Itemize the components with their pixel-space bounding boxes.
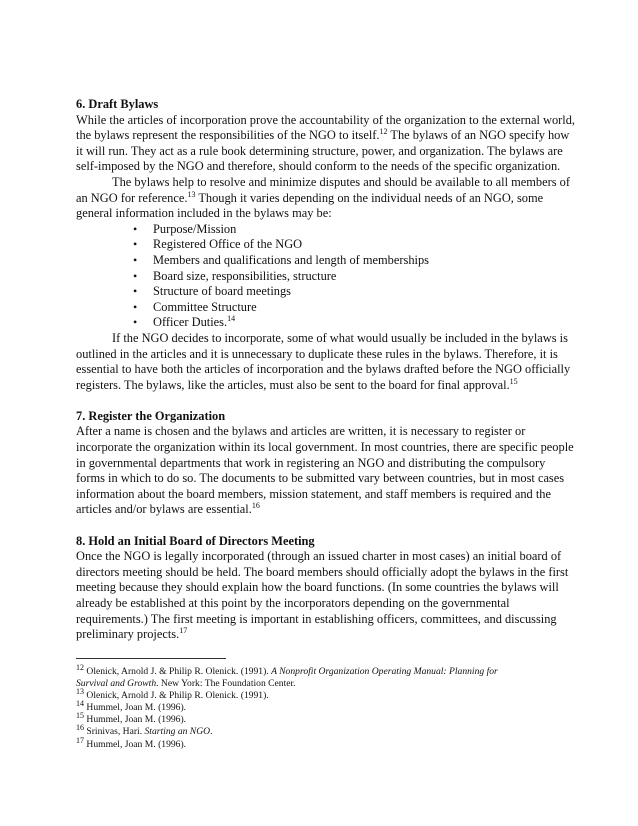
spacer — [76, 518, 576, 534]
section-7-paragraph-1: After a name is chosen and the bylaws and articles are written, it is necessary to register or incorporate the organization within its local government. In most countries, there are specific people in governmental departments that work in registering an NGO and distributing the compulsory forms in which to do so. The documents to be submitted vary between countries, but in most cases information about the board members, mission statement, and staff members is required and the articles and/or bylaws are essential.$^{16}$ — [76, 424, 574, 517]
section-7-heading: 7. Register the Organization — [76, 408, 226, 423]
footnote-ref-15[interactable]: 15 — [509, 376, 518, 386]
footnote-15: $^{15}$ Hummel, Joan M. (1996). — [76, 711, 187, 726]
footnote-12: $^{12}$ Olenick, Arnold J. & Philip R. Olenick. (1991). A Nonprofit Organization Operating Manual: Planning for — [76, 662, 498, 677]
footnote-13: $^{13}$ Olenick, Arnold J. & Philip R. Olenick. (1991). — [76, 687, 269, 702]
bylaws-bullet-list — [76, 222, 576, 331]
footnote-ref-12[interactable]: 12 — [379, 127, 388, 137]
section-6-heading: 6. Draft Bylaws — [76, 97, 159, 111]
list-item: • Structure of board meetings — [76, 284, 576, 300]
footnotes — [76, 662, 576, 751]
section-8-heading: 8. Hold an Initial Board of Directors Meeting — [76, 533, 315, 548]
footnote-ref-14[interactable]: 14 — [227, 314, 236, 324]
footnote-divider — [76, 658, 226, 659]
footnote-ref-17[interactable]: 17 — [179, 626, 188, 636]
list-item: • Members and qualifications and length of memberships — [76, 253, 576, 269]
list-item: • Committee Structure — [76, 300, 576, 316]
footnote-17: $^{17}$ Hummel, Joan M. (1996). — [76, 735, 187, 750]
footnote-12-continuation: Survival and Growth. New York: The Foundation Center. — [76, 678, 296, 690]
section-8-paragraph-1: Once the NGO is legally incorporated (through an issued charter in most cases) an initial board of directors meeting should be held. The board members should officially adopt the bylaws in the first meeting because they should explain how the board functions. (In some countries the bylaws will already be established at this point by the incorporators depending on the governmental requirements.) The first meeting is important in establishing officers, committees, and discussing preliminary projects.$^{17}$ — [76, 549, 569, 642]
list-item: • Officer Duties.$^{14}$ — [76, 315, 576, 331]
section-6-paragraph-1: While the articles of incorporation prove the accountability of the organization to the external world, the bylaws represent the responsibilities of the NGO to itself.$^{12}$ The bylaws of an NGO specify how it will run. They act as a rule book determining structure, power, and organization. The bylaws are self-imposed by the NGO and therefore, should conform to the needs of the specific organization. — [76, 112, 576, 174]
footnote-14: $^{14}$ Hummel, Joan M. (1996). — [76, 699, 187, 714]
main-content — [76, 97, 576, 643]
list-item: • Registered Office of the NGO — [76, 237, 576, 253]
footnote-16: $^{16}$ Srinivas, Hari. Starting an NGO. — [76, 723, 213, 738]
section-6-paragraph-3: If the NGO decides to incorporate, some of what would usually be included in the bylaws is outlined in the articles and it is unnecessary to duplicate these rules in the bylaws. Therefore, it is essential to have both the articles of incorporation and the bylaws drafted before the NGO officially registers. The bylaws, like the articles, must also be sent to the board for final approval.$^{15}$ — [76, 330, 571, 392]
list-item: • Board size, responsibilities, structure — [76, 269, 576, 285]
footnote-ref-16[interactable]: 16 — [251, 501, 260, 511]
list-item: • Purpose/Mission — [76, 222, 576, 238]
section-6-paragraph-2: The bylaws help to resolve and minimize disputes and should be available to all members of an NGO for reference.$^{13}$ Though it varies depending on the individual needs of an NGO, some general information included in the bylaws may be: — [76, 174, 570, 221]
footnote-ref-13[interactable]: 13 — [187, 189, 196, 199]
spacer — [76, 393, 576, 409]
